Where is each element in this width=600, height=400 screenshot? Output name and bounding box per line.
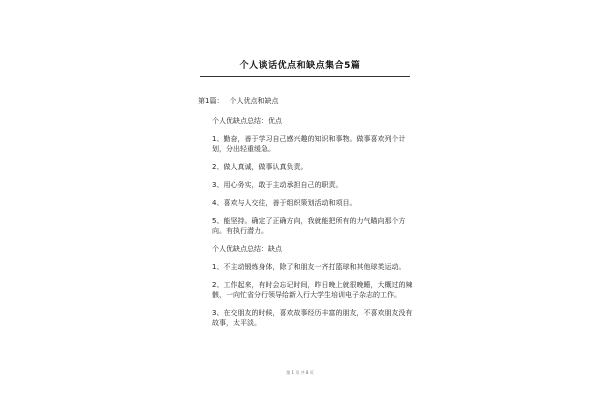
section-heading <box>198 96 413 106</box>
section-title: 个人优点和缺点 <box>229 97 279 105</box>
strength-item: 2、做人真诚，做事认真负责。 <box>212 163 308 171</box>
page-footer: 第 1 页 共 8 页 <box>286 370 314 375</box>
weakness-item: 1、不主动锻炼身体，除了和朋友一齐打篮球和其他球类运动。 <box>212 263 406 271</box>
weakness-item: 2、工作起来，有时会忘记时间，昨日晚上就很晚睡，大概过的辣骸，一向忙省分行领导给新入行大学生培训电子杂志的工作。 <box>212 281 413 299</box>
weakness-item: 3、在交朋友的时候，喜欢故事经历丰富的朋友，不喜欢朋友没有故事，太平淡。 <box>212 309 413 327</box>
strength-item: 1、勤奋，善于学习自己感兴趣的知识和事物。做事喜欢列个计划，分出轻重缓急。 <box>212 135 406 153</box>
section-label: 第1篇： <box>198 97 224 105</box>
strengths-heading: 个人优缺点总结：优点 <box>212 117 282 125</box>
document-body <box>198 96 413 336</box>
strength-item: 3、用心务实，敢于主动承担自己的职责。 <box>212 181 343 189</box>
document-title: 个人谈话优点和缺点集合5篇 <box>239 61 361 71</box>
strength-item: 5、能坚持。确定了正确方向，我就能把所有的力气瞄向那个方向。有执行潜力。 <box>212 217 406 235</box>
weaknesses-heading: 个人优缺点总结：缺点 <box>212 245 282 253</box>
strength-item: 4、喜欢与人交往，善于组织策划活动和项目。 <box>212 199 357 207</box>
title-divider <box>200 76 410 77</box>
